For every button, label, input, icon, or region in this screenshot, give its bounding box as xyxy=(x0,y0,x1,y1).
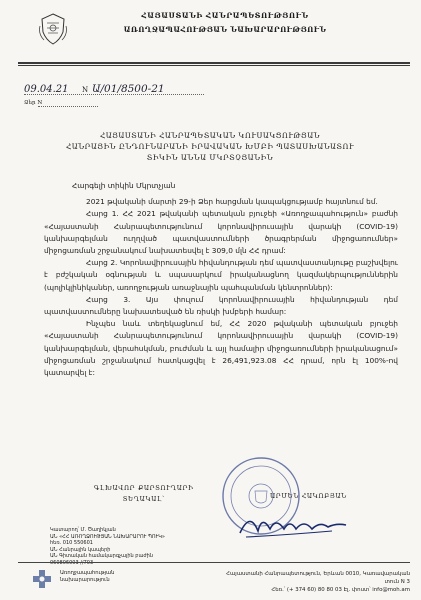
body-paragraph-4: Հարց 3. Այս փուլում կորոնավիրուսային հիվանդության դեմ պատվաստումները նախատեսված են ռիսկի խմբերի համար: xyxy=(44,294,398,317)
body-paragraph-5: Ինչպես նաև տեղեկացնում եմ, ՀՀ 2020 թվականի պետական բյուջեի «Հայաստանի Հանրապետությունում կորոնավիրուսային վարակի (COVID-19) կանխարգելման, վերահսկման, բուժման և այլ համալիր միջոցառումների իրականացում» միջոցառման շրջանակում հատկացվել է 26,491,923.08 ՀՀ դրամ, որն էլ 100%-ով կատարվել է: xyxy=(44,319,398,378)
reference-number: Ա/01/8500-21 xyxy=(92,83,165,95)
reference-your-number-label: Ձեր N xyxy=(24,100,43,106)
executor-line-5: ԱՆ Գիտական համակարգչային բաժին xyxy=(50,553,153,560)
signatory-name: ԱՐՄԵՆ ՀԱԿՈԲՅԱՆ xyxy=(270,492,347,500)
reference-dotted-line xyxy=(24,94,204,95)
addressee-line-3: ՏԻԿԻՆ ԱՆՆԱ ՄԿՐՏՉՅԱՆԻՆ xyxy=(146,153,274,162)
coat-of-arms-icon xyxy=(38,12,68,46)
executor-line-4: ԱՆ Հանրային կապերի xyxy=(50,546,111,553)
executor-block xyxy=(50,527,165,567)
header-divider xyxy=(18,62,410,64)
body-paragraph-3: Հարց 2. Կորոնավիրուսային հիվանդության դեմ պատվաստանյութը բաշխվելու է բժշկական օգնության և սպասարկում իրականացնող կազմակերպություններին (պոլիկլինիկաներ, առողջության առաջնային պահպանման կենտրոններ): xyxy=(44,258,398,292)
signatory-title-line-2: ՏԵՂԱԿԱԼ՝ xyxy=(122,495,165,503)
header-divider-thin xyxy=(18,65,410,66)
body-paragraph-1: 2021 թվականի մարտի 29-ի Ձեր հարցման կապակցությամբ հայտնում եմ. xyxy=(86,197,378,207)
signatory-title xyxy=(94,483,194,505)
footer-address-block xyxy=(220,570,410,594)
reference-your-number-line xyxy=(38,106,98,107)
addressee-line-2: ՀԱՆՐԱՅԻՆ ԸՆԴՈՒՆԱՐԱՆԻ ԻՐԱՎԱԿԱՆ ԽՄԲԻ ՊԱՏԱՍԽԱՆԱՏՈՒ xyxy=(65,142,355,151)
executor-line-2: ԱՆ «ՀՀ ԱՌՈՂՋՈՒԹՅԱՆ ՆԱԽԱՐԱՐՈՒ ՊՈՒԿ» xyxy=(50,533,165,540)
footer-address: Հայաստանի Հանրապետություն, Երևան 0010, Կառավարական տուն N 3 xyxy=(226,571,410,585)
handwritten-signature-icon xyxy=(236,505,356,541)
header-republic: ՀԱՅԱՍՏԱՆԻ ՀԱՆՐԱՊԵՏՈՒԹՅՈՒՆ xyxy=(141,11,309,20)
header-ministry: ԱՌՈՂՋԱՊԱՀՈՒԹՅԱՆ ՆԱԽԱՐԱՐՈՒԹՅՈՒՆ xyxy=(123,25,327,34)
footer-divider xyxy=(18,562,410,563)
salutation: Հարգելի տիկին Մկրտչյան xyxy=(72,181,176,190)
letter-body xyxy=(44,180,398,379)
footer-ministry-name xyxy=(60,570,114,584)
addressee-block xyxy=(60,130,360,163)
reference-number-prefix: N xyxy=(82,86,89,94)
body-paragraph-2: Հարց 1. ՀՀ 2021 թվականի պետական բյուջեի «Առողջապահություն» բաժնի «Հայաստանի Հանրապետությունում կորոնավիրուսային վարակի (COVID-19) կանխարգելման ուղղված պատվաստումների ծրագրերման միջոցառումներ» միջոցառման շրջանակում նախատեսվել է 309,0 մլն ՀՀ դրամ: xyxy=(44,209,398,256)
ministry-logo-icon xyxy=(30,567,54,591)
reference-date: 09.04.21 xyxy=(24,84,69,95)
addressee-line-1: ՀԱՅԱՍՏԱՆԻ ՀԱՆՐԱՊԵՏԱԿԱՆ ԿՈՒՍԱԿՑՈՒԹՅԱՆ xyxy=(99,131,321,140)
signatory-title-line-1: ԳԼԽԱՎՈՐ ՔԱՐՏՈՒՂԱՐԻ xyxy=(94,484,194,492)
footer-ministry-line-1: Առողջապահության xyxy=(60,570,115,576)
executor-line-6 xyxy=(50,560,165,567)
executor-line-3: հեռ. 010 550601 xyxy=(50,540,93,547)
footer-ministry-line-2: նախարարություն xyxy=(60,577,110,583)
footer-contacts: Հեռ.՝ (+ 374 60) 80 80 03 Էլ. փոստ՝ info@moh.am xyxy=(271,587,410,593)
executor-line-1: Կատարող՝ Մ. Ծաղիկյան xyxy=(50,527,116,533)
